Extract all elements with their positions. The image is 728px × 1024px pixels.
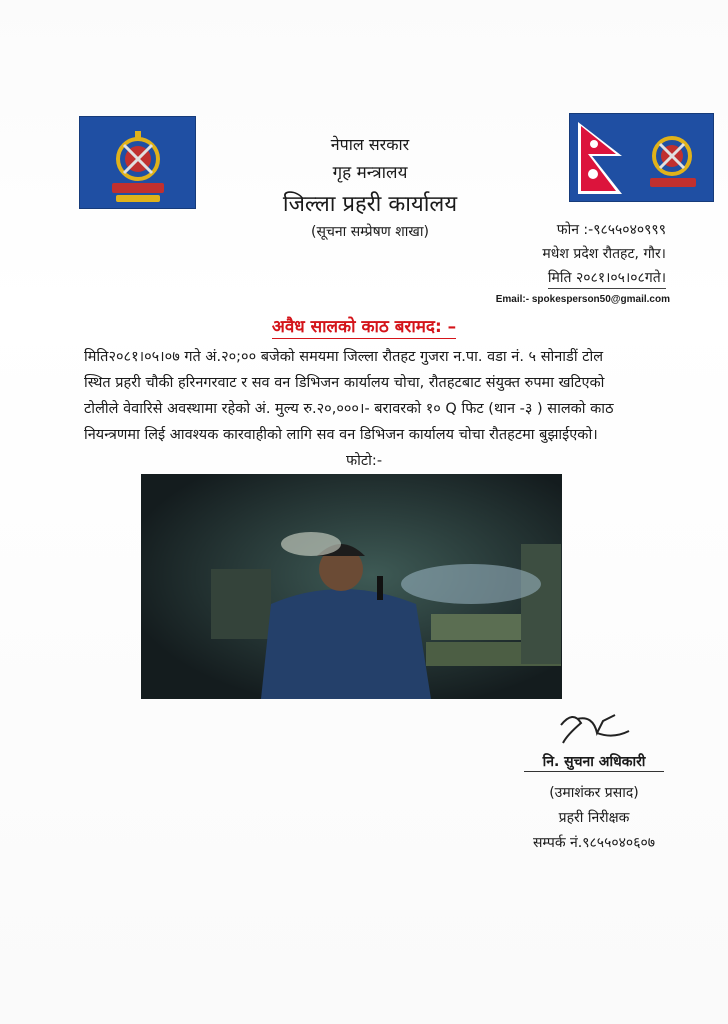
office-name: जिल्ला प्रहरी कार्यालय: [282, 192, 458, 217]
nepal-flag-logo-right: [569, 113, 714, 202]
subject-heading: [0, 314, 728, 337]
contact-phone: फोन :-९८५५०४०९९९: [556, 222, 666, 238]
photo-label: फोटो:-: [345, 453, 383, 469]
document-date: मिति २०८१।०५।०८गते।: [548, 268, 666, 289]
signatory-rank: प्रहरी निरीक्षक: [558, 810, 630, 826]
body-line: टोलीले वेवारिसे अवस्थामा रहेको अं. मुल्य रु.२०,०००।- बरावरको १० Q फिट (थान -३ ) सालको काठ: [84, 401, 614, 417]
contact-email: Email:- spokesperson50@gmail.com: [495, 294, 670, 305]
evidence-photo: [141, 474, 562, 699]
handwritten-signature: [553, 705, 633, 750]
section-name: (सूचना सम्प्रेषण शाखा): [311, 224, 429, 240]
ministry-name: गृह मन्त्रालय: [332, 163, 408, 183]
signatory-title: नि. सुचना अधिकारी: [524, 752, 664, 772]
contact-address: मधेश प्रदेश रौतहट, गौर।: [542, 246, 666, 262]
subject-text: अवैध सालको काठ बरामद: –: [271, 317, 457, 337]
body-paragraph: [84, 344, 670, 448]
body-line: स्थित प्रहरी चौकी हरिनगरवाट र सव वन डिभिजन कार्यालय चोचा, रौतहटबाट संयुक्त रुपमा खटिएको: [84, 375, 605, 391]
nepal-police-logo-left: [79, 116, 196, 209]
body-line: मिति२०८१।०५।०७ गते अं.२०;०० बजेको समयमा जिल्ला रौतहट गुजरा न.पा. वडा नं. ५ सोनाडीं टोल: [84, 349, 604, 365]
body-line: नियन्त्रणमा लिई आवश्यक कारवाहीको लागि सव वन डिभिजन कार्यालय चोचा रौतहटमा बुझाईएको।: [84, 427, 598, 443]
signatory-contact: सम्पर्क नं.९८५५०४०६०७: [532, 835, 656, 851]
government-name: नेपाल सरकार: [330, 135, 410, 154]
signatory-name: (उमाशंकर प्रसाद): [549, 785, 639, 801]
